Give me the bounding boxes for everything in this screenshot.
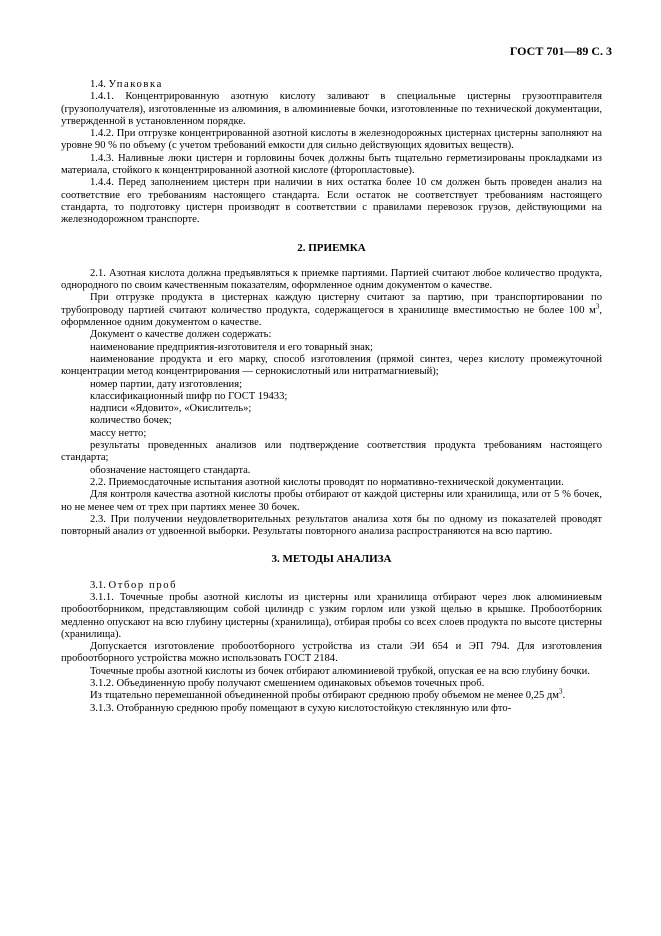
paragraph-1-4-2: 1.4.2. При отгрузке концентрированной азотной кислоты в железнодорожных цистернах цистерны заполняют на уровне 90 % по объему (с учетом требований емкости для сильно действующих ядовитых веществ). [61,128,602,152]
list-item: обозначение настоящего стандарта. [90,464,251,476]
document-body [61,79,602,715]
list-item: наименование предприятия-изготовителя и его товарный знак; [90,341,373,353]
paragraph-2-3: 2.3. При получении неудовлетворительных результатов анализа хотя бы по одному из показателей проводят повторный анализ от удвоенной выборки. Результаты повторного анализа распространяются на всю партию. [61,513,602,538]
list-item: результаты проведенных анализов или подтверждение соответствия продукта требованиям настоящего стандарта; [61,440,602,464]
packaging-number: 1.4. [90,79,106,90]
section-3-title: 3. МЕТОДЫ АНАЛИЗА [271,553,392,566]
list-item: наименование продукта и его марку, способ изготовления (прямой синтез, через кислоту промежуточной концентрации метод концентрирования — сернокислотный или нитратмагниевый); [61,353,602,378]
sampling-title: Отбор проб [108,579,178,591]
paragraph-2-1-transport: При отгрузке продукта в цистернах каждую цистерну считают за партию, при транспортировании по трубопроводу партией считают количество продукта, содержащегося в хранилище вместимостью не более 100 $м^3$, оформленное одним документом о качестве. [61,292,602,329]
paragraph-1-4-4: 1.4.4. Перед заполнением цистерн при наличии в них остатка более 10 см должен быть проведен анализ на соответствие его требованиям настоящего стандарта. Если остаток не соответствует требованиям настоящего стандарта, то подготовку цистерн производят в соответствии с правилами перевозок грузов, действующими на железнодорожном транспорте. [61,177,602,226]
list-item: классификационный шифр по ГОСТ 19433; [90,390,288,402]
packaging-heading [61,79,602,91]
list-item: номер партии, дату изготовления; [90,378,243,390]
packaging-title: Упаковка [108,79,163,90]
paragraph-3-1-3: 3.1.3. Отобранную среднюю пробу помещают в сухую кислотостойкую стеклянную или фто- [90,702,512,714]
paragraph-1-4-1: 1.4.1. Концентрированную азотную кислоту заливают в специальные цистерны грузоотправителя (грузополучателя), изготовленные из алюминия, в алюминиевые бочки, изготовленные по технической документации, утвержденной в установленном порядке. [61,91,602,127]
paragraph-2-2-sampling: Для контроля качества азотной кислоты пробы отбирают от каждой цистерны или хранилища, или от 5 % бочек, но не менее чем от трех при партиях менее 30 бочек. [61,489,602,513]
paragraph-2-1: 2.1. Азотная кислота должна предъявляться к приемке партиями. Партией считают любое количество продукта, однородного по своим качественным показателям, оформленное одним документом о качестве. [61,267,602,292]
paragraph-3-1-2-volume: Из тщательно перемешанной объединенной пробы отбирают среднюю пробу объемом не менее 0,25 $дм^3$. [90,687,566,702]
paragraph-3-1-1-steel: Допускается изготовление пробоотборного устройства из стали ЭИ 654 и ЭП 794. Для изготовления пробоотборного устройства можно использовать ГОСТ 2184. [61,641,602,665]
paragraph-3-1-1: 3.1.1. Точечные пробы азотной кислоты из цистерны или хранилища отбирают через люк алюминиевым пробоотборником, представляющим собой цилиндр с узким горлом или узкой щелью в крышке. Пробоотборник медленно опускают на всю глубину цистерны (хранилища), отбирая пробы со всех слоев продукта по высоте цистерны (хранилища). [61,591,602,640]
paragraph-3-1-1-barrels: Точечные пробы азотной кислоты из бочек отбирают алюминиевой трубкой, опуская ее на всю глубину бочки. [90,665,590,677]
page-header: ГОСТ 701—89 С. 3 [509,44,612,58]
sampling-number: 3.1. [90,579,106,591]
list-item: массу нетто; [90,427,147,439]
list-item: количество бочек; [90,415,172,427]
paragraph-1-4-3: 1.4.3. Наливные люки цистерн и горловины бочек должны быть тщательно герметизированы прокладками из материала, стойкого к концентрированной азотной кислоте (фторопластовые). [61,152,602,177]
section-2-title: 2. ПРИЕМКА [297,241,366,254]
paragraph-3-1-2: 3.1.2. Объединенную пробу получают смешением одинаковых объемов точечных проб. [90,678,485,690]
list-item: надписи «Ядовито», «Окислитель»; [90,403,252,415]
paragraph-2-2: 2.2. Приемосдаточные испытания азотной кислоты проводят по нормативно-технической документации. [90,476,564,488]
sampling-heading [61,580,602,592]
quality-doc-intro: Документ о качестве должен содержать: [90,329,272,341]
